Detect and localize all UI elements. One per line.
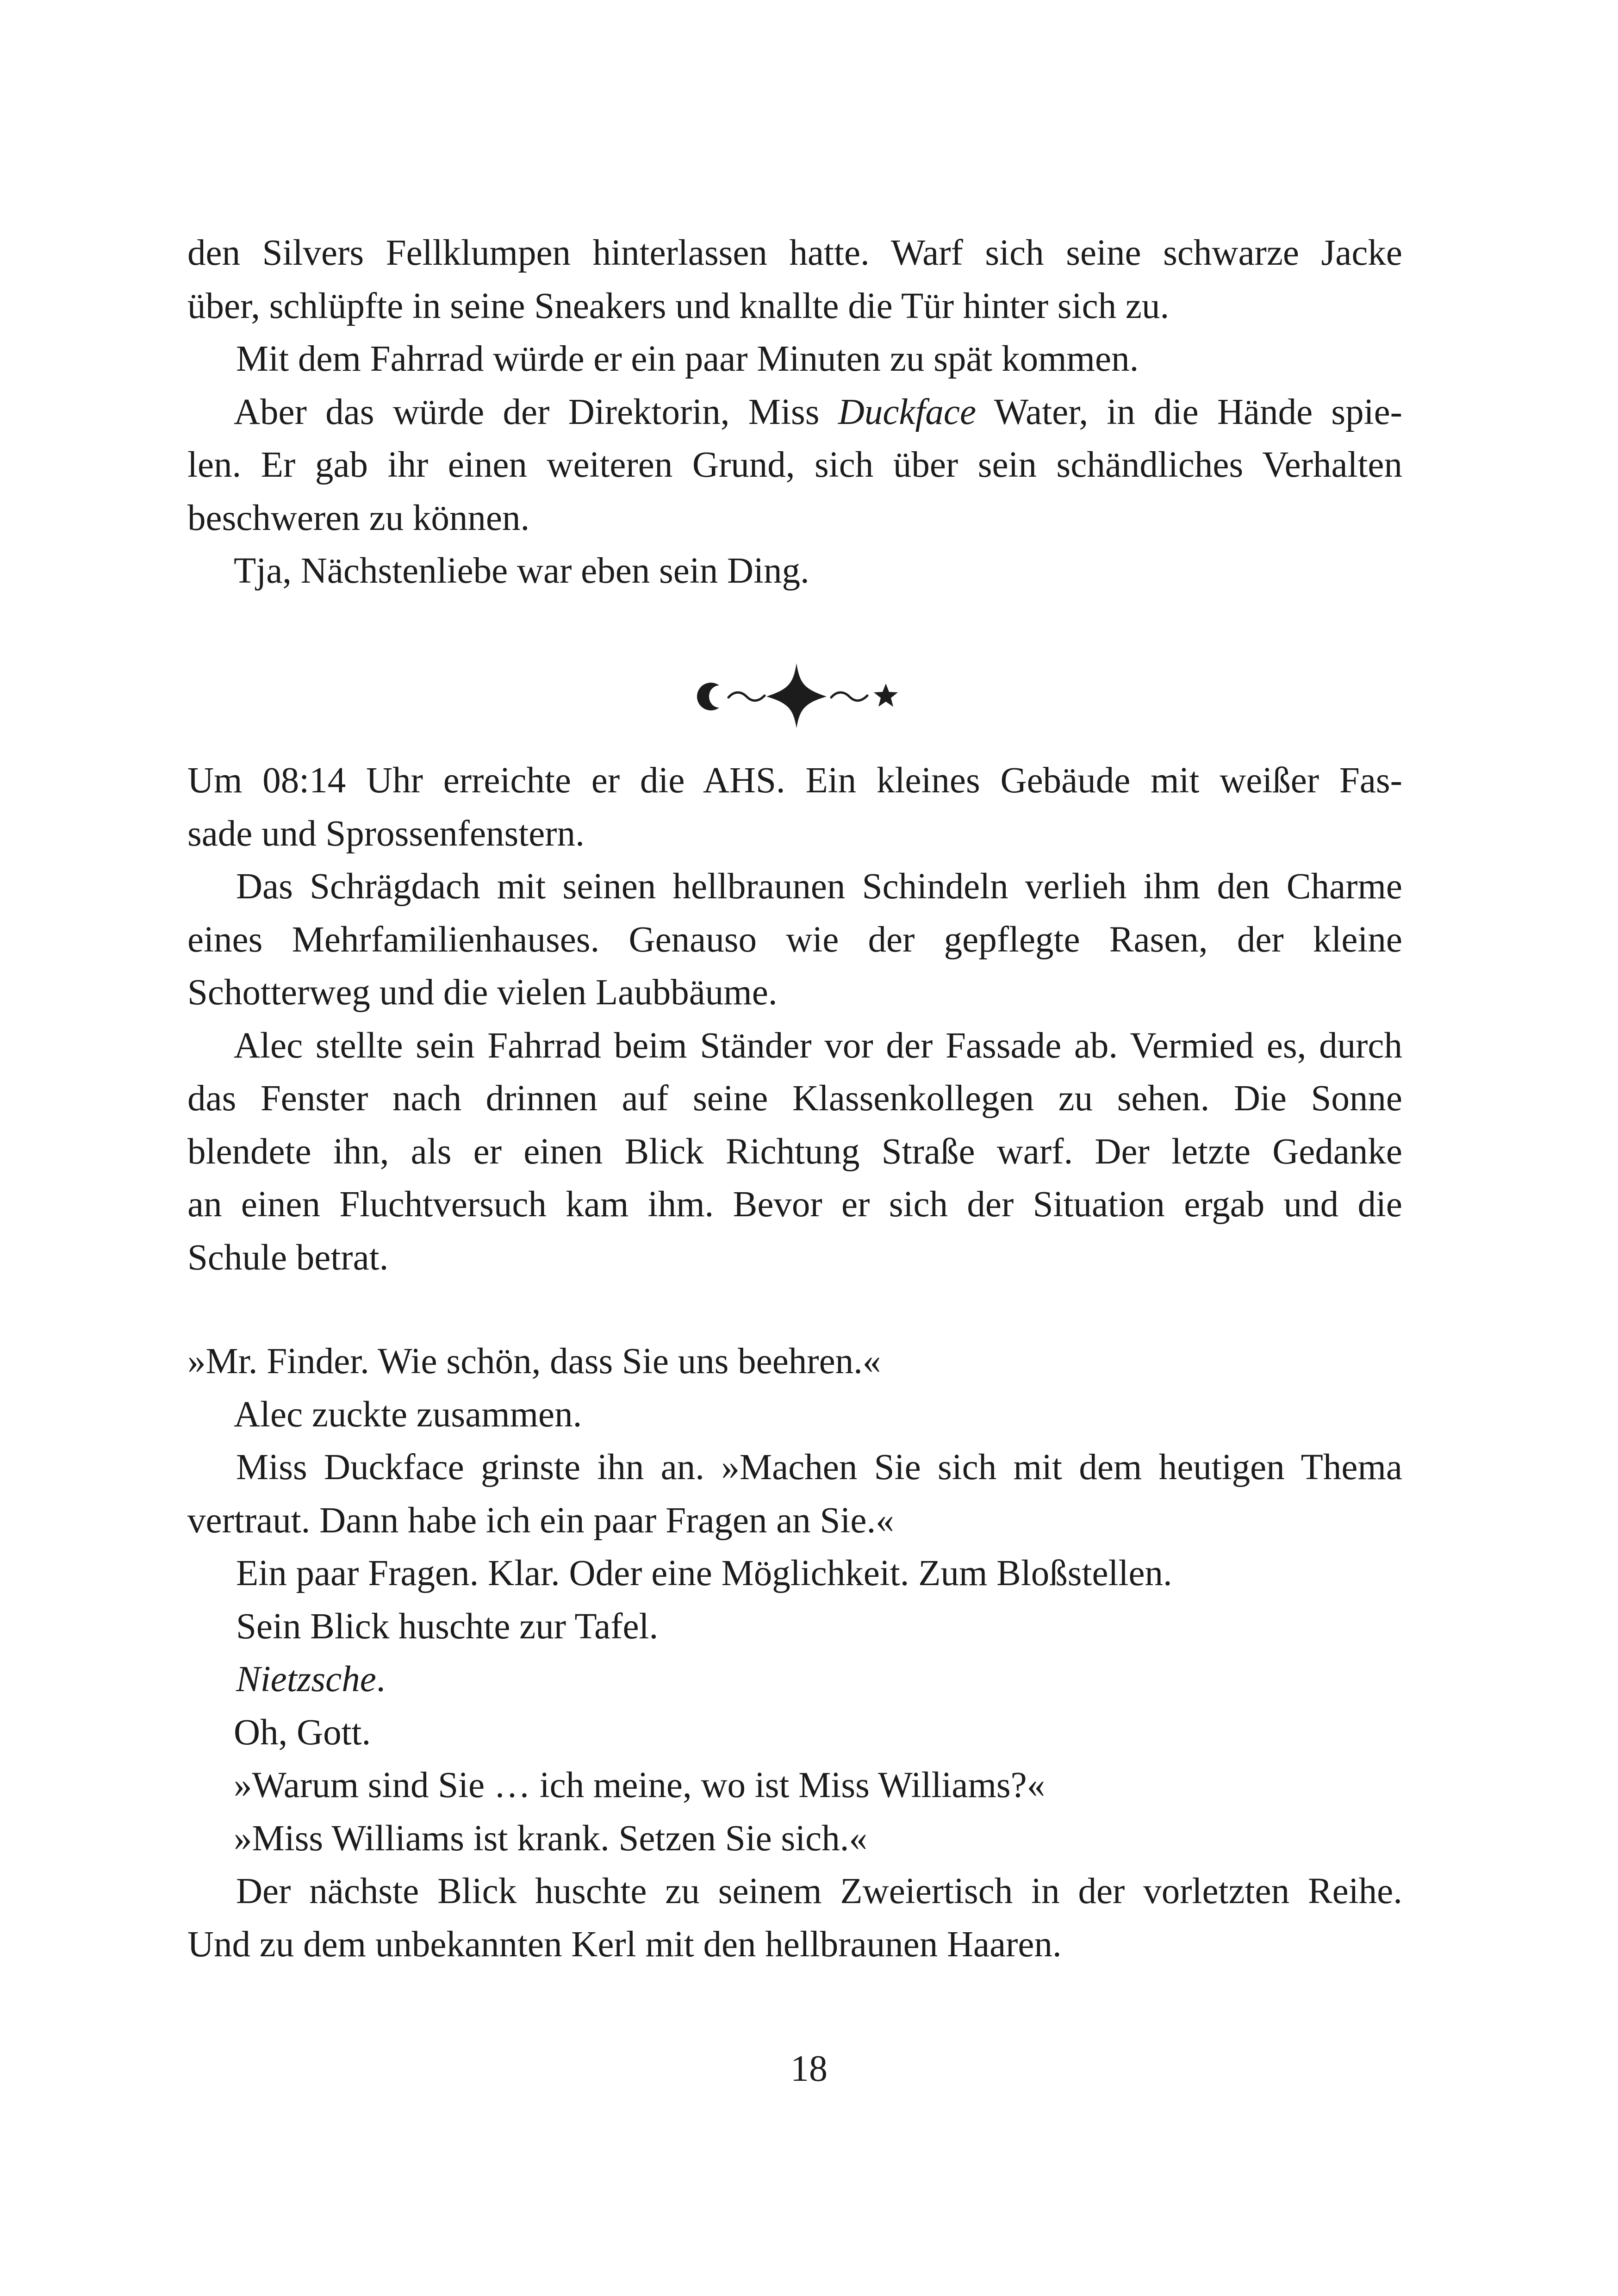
- divider-ornament: [692, 655, 910, 729]
- crescent-moon-icon: [697, 683, 719, 710]
- text-line: eines Mehrfamilienhauses. Genauso wie der gepflegte Rasen, der kleine: [187, 919, 1402, 960]
- text-line: Der nächste Blick huschte zu seinem Zweiertisch in der vorletzten Reihe.: [236, 1871, 1402, 1911]
- text-line: blendete ihn, als er einen Blick Richtung Straße warf. Der letzte Gedanke: [187, 1131, 1402, 1172]
- text-line: Das Schrägdach mit seinen hellbraunen Schindeln verlieh ihm den Charme: [236, 866, 1402, 907]
- italic-word: Nietzsche: [236, 1659, 376, 1699]
- paragraph-block-2: [187, 754, 1402, 1284]
- text-line: den Silvers Fellklumpen hinterlassen hatte. Warf sich seine schwarze Jacke: [187, 233, 1402, 273]
- text-line: über, schlüpfte in seine Sneakers und knallte die Tür hinter sich zu.: [187, 286, 1170, 326]
- text-line: Schotterweg und die vielen Laubbäume.: [187, 972, 778, 1013]
- text-line: Miss Duckface grinste ihn an. »Machen Sie sich mit dem heutigen Thema: [236, 1447, 1402, 1487]
- paragraph-block-1: [187, 227, 1402, 598]
- text-line: Alec zuckte zusammen.: [234, 1394, 582, 1435]
- text-fragment: Aber das würde der Direktorin, Miss: [234, 392, 838, 432]
- text-line: Ein paar Fragen. Klar. Oder eine Möglichkeit. Zum Bloßstellen.: [236, 1553, 1172, 1593]
- text-line: sade und Sprossenfenstern.: [187, 813, 585, 854]
- tilde-icon: [831, 692, 867, 701]
- text-line: »Miss Williams ist krank. Setzen Sie sich.«: [234, 1818, 867, 1859]
- moon-star-divider-icon: [692, 655, 910, 729]
- text-fragment: Water, in die Hände spie-: [976, 392, 1402, 432]
- italic-name: Duckface: [838, 392, 977, 432]
- text-line: Schule betrat.: [187, 1237, 389, 1278]
- tilde-icon: [728, 692, 765, 701]
- text-line: vertraut. Dann habe ich ein paar Fragen an Sie.«: [187, 1500, 894, 1541]
- text-line: beschweren zu können.: [187, 498, 530, 538]
- text-line: Oh, Gott.: [234, 1712, 371, 1753]
- text-line: an einen Fluchtversuch kam ihm. Bevor er sich der Situation ergab und die: [187, 1184, 1402, 1225]
- text-line: Um 08:14 Uhr erreichte er die AHS. Ein kleines Gebäude mit weißer Fas-: [187, 760, 1402, 801]
- text-line: Alec stellte sein Fahrrad beim Ständer vor der Fassade ab. Vermied es, durch: [234, 1025, 1402, 1066]
- text-line: Tja, Nächstenliebe war eben sein Ding.: [234, 551, 809, 591]
- text-line: [187, 1653, 1402, 1706]
- text-line: das Fenster nach drinnen auf seine Klassenkollegen zu sehen. Die Sonne: [187, 1078, 1402, 1119]
- four-point-star-icon: [766, 663, 827, 728]
- text-fragment: .: [376, 1659, 386, 1699]
- text-line: [187, 386, 1402, 439]
- page-number: 18: [790, 2048, 828, 2089]
- text-line: »Warum sind Sie … ich meine, wo ist Miss Williams?«: [234, 1765, 1045, 1805]
- paragraph-block-3: [187, 1335, 1402, 1971]
- text-line: Sein Blick huschte zur Tafel.: [236, 1606, 659, 1647]
- text-line: len. Er gab ihr einen weiteren Grund, sich über sein schändliches Verhalten: [187, 445, 1402, 485]
- star-icon: [874, 684, 898, 707]
- text-line: »Mr. Finder. Wie schön, dass Sie uns beehren.«: [187, 1341, 881, 1381]
- text-line: Mit dem Fahrrad würde er ein paar Minuten zu spät kommen.: [236, 339, 1139, 379]
- text-line: Und zu dem unbekannten Kerl mit den hellbraunen Haaren.: [187, 1924, 1062, 1965]
